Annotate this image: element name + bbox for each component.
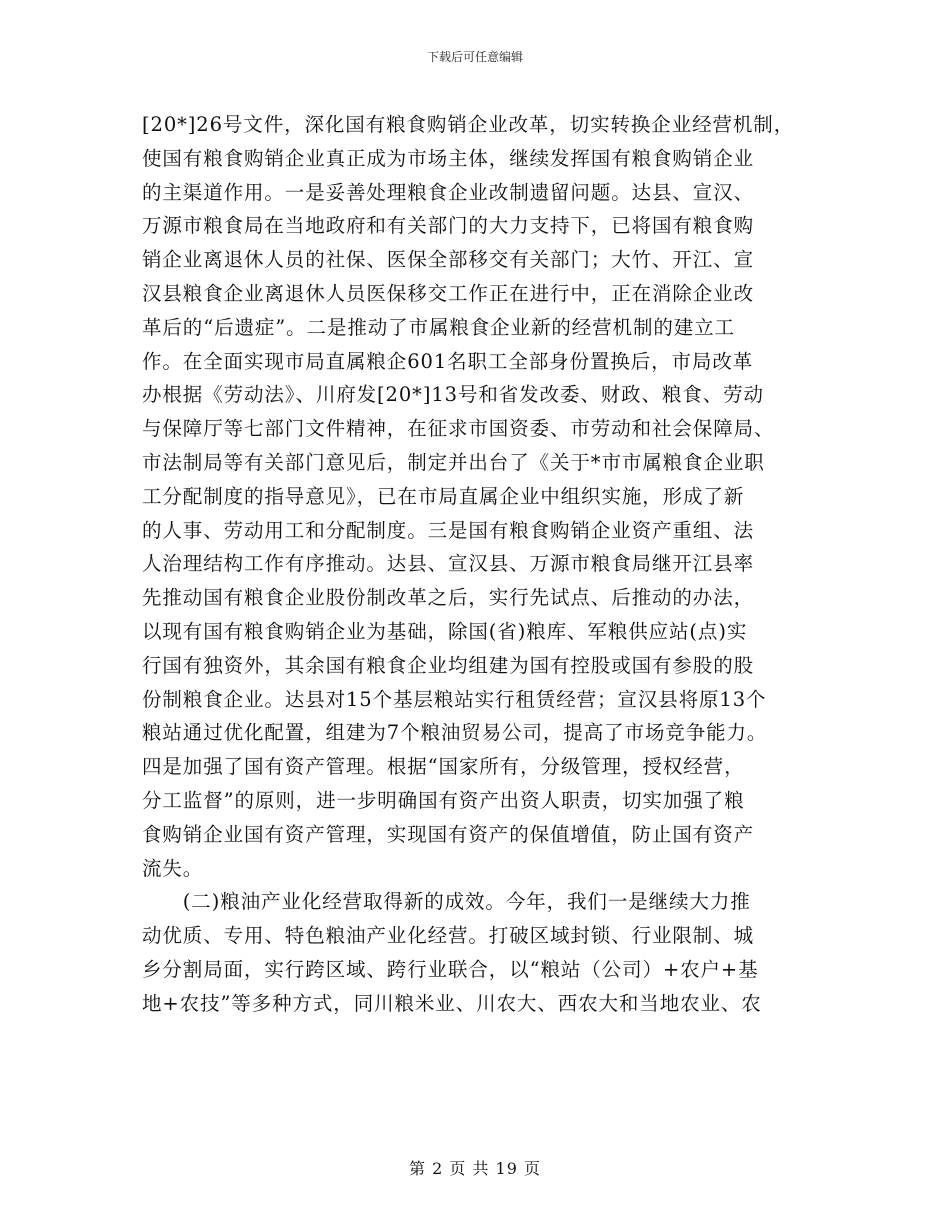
body-line: 销企业离退休人员的社保、医保全部移交有关部门；大竹、开江、宣 (142, 248, 755, 272)
body-line: 先推动国有粮食企业股份制改革之后，实行先试点、后推动的办法， (142, 586, 755, 610)
body-line: 办根据《劳动法》、川府发[20*]13号和省发改委、财政、粮食、劳动 (142, 383, 764, 407)
body-line: 动优质、专用、特色粮油产业化经营。打破区域封锁、行业限制、城 (142, 924, 755, 948)
body-line: 四是加强了国有资产管理。根据“国家所有，分级管理，授权经营， (142, 755, 745, 779)
body-line: 粮站通过优化配置，组建为7个粮油贸易公司，提高了市场竞争能力。 (142, 721, 768, 745)
body-line: 地+农技”等多种方式，同川粮米业、川农大、西农大和当地农业、农 (142, 991, 762, 1015)
body-line: 革后的“后遗症”。二是推动了市属粮食企业新的经营机制的建立工 (142, 315, 735, 339)
body-line: 汉县粮食企业离退休人员医保移交工作正在进行中，正在消除企业改 (142, 281, 755, 305)
body-line: (二)粮油产业化经营取得新的成效。今年，我们一是继续大力推 (142, 890, 751, 914)
page-header-note: 下载后可任意编辑 (426, 50, 523, 64)
document-body (142, 108, 842, 1021)
body-line: 万源市粮食局在当地政府和有关部门的大力支持下，已将国有粮食购 (142, 214, 755, 238)
body-line: 乡分割局面，实行跨区域、跨行业联合，以“粮站（公司）+农户+基 (142, 957, 759, 981)
body-line: 分工监督”的原则，进一步明确国有资产出资人职责，切实加强了粮 (142, 788, 745, 812)
body-line: 行国有独资外，其余国有粮食企业均组建为国有控股或国有参股的股 (142, 653, 755, 677)
page-number-footer: 第 2 页 共 19 页 (409, 1159, 541, 1178)
body-line: 份制粮食企业。达县对15个基层粮站实行租赁经营；宣汉县将原13个 (142, 687, 767, 711)
body-line: [20*]26号文件，深化国有粮食购销企业改革，切实转换企业经营机制， (142, 113, 795, 136)
body-line: 的人事、劳动用工和分配制度。三是国有粮食购销企业资产重组、法 (142, 518, 755, 542)
body-line: 作。在全面实现市局直属粮企601名职工全部身份置换后，市局改革 (142, 349, 754, 373)
body-line: 与保障厅等七部门文件精神，在征求市国资委、市劳动和社会保障局、 (142, 417, 775, 441)
body-line: 的主渠道作用。一是妥善处理粮食企业改制遗留问题。达县、宣汉、 (142, 180, 755, 204)
body-line: 市法制局等有关部门意见后，制定并出台了《关于*市市属粮食企业职 (142, 450, 765, 474)
body-line: 使国有粮食购销企业真正成为市场主体，继续发挥国有粮食购销企业 (142, 146, 755, 170)
body-line: 食购销企业国有资产管理，实现国有资产的保值增值，防止国有资产 (142, 822, 755, 846)
body-line: 流失。 (142, 856, 204, 880)
body-line: 工分配制度的指导意见》，已在市局直属企业中组织实施，形成了新 (142, 484, 745, 508)
body-line: 人治理结构工作有序推动。达县、宣汉县、万源市粮食局继开江县率 (142, 552, 755, 576)
body-line: 以现有国有粮食购销企业为基础，除国(省)粮库、军粮供应站(点)实 (142, 619, 748, 643)
